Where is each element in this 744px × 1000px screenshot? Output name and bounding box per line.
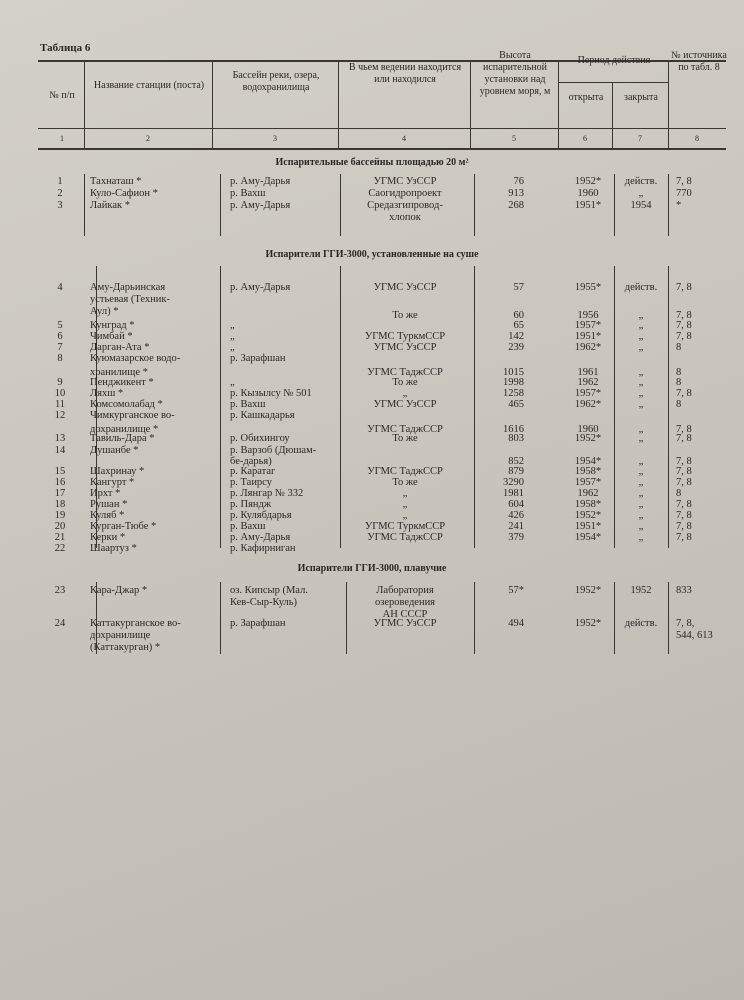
closed-status: „ [638,342,644,353]
owner-name: То же [392,433,418,444]
col-number-2: 2 [146,134,150,143]
closed-status: „ [638,466,644,477]
opened-year: 1958* [574,499,602,510]
closed-status: „ [638,377,644,388]
station-name: Ирхт * [90,488,121,499]
opened-year: 1952* [574,176,602,187]
station-name: Лайкак * [90,200,130,211]
closed-status: „ [638,532,644,543]
source-ref: 8 [676,399,682,410]
height-value: 1015 [503,367,524,378]
station-name: Каттакурганское во- [90,618,181,629]
table-title: Таблица 6 [40,42,91,54]
period-subrule [558,82,668,83]
col-number-7: 7 [638,134,642,143]
owner-name: „ [402,510,408,521]
height-value: 803 [508,433,524,444]
table-row [0,597,744,609]
basin-name: р. Вахш [230,399,266,410]
header-mid-rule [38,128,726,129]
height-value: 1981 [503,488,524,499]
source-ref: 7, 8 [676,532,692,543]
basin-name: р. Лянгар № 332 [230,488,304,499]
closed-status: „ [638,510,644,521]
owner-name: УГМС ТаджССР [367,424,443,435]
col-number-4: 4 [402,134,406,143]
source-ref: 544, 613 [676,630,713,641]
source-ref: 7, 8 [676,388,692,399]
source-ref: 7, 8 [676,310,692,321]
header-closed: закрыта [624,92,658,103]
opened-year: 1962 [577,377,599,388]
station-name: Рушан * [90,499,128,510]
closed-status: „ [638,477,644,488]
source-ref: 8 [676,342,682,353]
station-name: Шахринау * [90,466,145,477]
owner-name: То же [392,310,418,321]
header-period: Период действия [577,55,651,66]
station-name: устьевая (Техник- [90,294,171,305]
station-name: Кунград * [90,320,135,331]
basin-name: р. Аму-Дарья [230,282,291,293]
closed-status: 1952 [630,585,652,596]
row-number: 24 [54,618,66,629]
basin-name: р. Аму-Дарья [230,532,291,543]
owner-name: УГМС ТаджССР [367,532,443,543]
source-ref: 8 [676,377,682,388]
closed-status: „ [638,424,644,435]
source-ref: 7, 8 [676,499,692,510]
header-height: Высота испарительной установки над уровнем моря, м [479,50,551,97]
opened-year: 1952* [574,585,602,596]
row-number: 3 [57,200,63,211]
height-value: 76 [513,176,524,187]
row-number: 8 [57,353,63,364]
opened-year: 1951* [574,331,602,342]
height-value: 57* [508,585,524,596]
closed-status: „ [638,367,644,378]
row-number: 17 [54,488,66,499]
source-ref: 770 [676,188,692,199]
owner-name: АН СССР [382,609,428,620]
station-name: хранилище * [90,367,148,378]
station-name: Комсомолабад * [90,399,163,410]
closed-status: „ [638,331,644,342]
header-owner: В чьем ведении находится или находился [348,62,462,85]
source-ref: 8 [676,488,682,499]
station-name: Курган-Тюбе * [90,521,157,532]
owner-name: озероведения [374,597,436,608]
opened-year: 1956 [577,310,599,321]
height-value: 1616 [503,424,524,435]
owner-name: Средазгипровод- [367,200,443,211]
owner-name: То же [392,477,418,488]
table-row [0,176,744,188]
source-ref: 7, 8, [676,618,695,629]
basin-name: р. Аму-Дарья [230,200,291,211]
source-ref: 7, 8 [676,433,692,444]
owner-name: УГМС ТуркмССР [364,331,446,342]
row-number: 18 [54,499,66,510]
closed-status: „ [638,499,644,510]
closed-status: „ [638,433,644,444]
basin-name: бе-дарья) [230,456,272,467]
source-ref: 7, 8 [676,466,692,477]
closed-status: „ [638,188,644,199]
col-number-5: 5 [512,134,516,143]
source-ref: 833 [676,585,692,596]
opened-year: 1957* [574,388,602,399]
opened-year: 1952* [574,433,602,444]
owner-name: УГМС ТаджССР [367,466,443,477]
height-value: 1258 [503,388,524,399]
section-title: Испарители ГГИ-3000, плавучие [297,563,447,574]
source-ref: 7, 8 [676,456,692,467]
row-number: 14 [54,445,66,456]
header-station: Название станции (поста) [93,80,205,91]
row-number: 19 [54,510,66,521]
source-ref: 7, 8 [676,331,692,342]
owner-name: УГМС ТуркмССР [364,521,446,532]
station-name: дохранилище * [90,424,159,435]
owner-name: УГМС ТаджССР [367,367,443,378]
basin-name: р. Таирсу [230,477,272,488]
basin-name: р. Кулябдарья [230,510,292,521]
height-value: 3290 [503,477,524,488]
source-ref: 7, 8 [676,477,692,488]
height-value: 852 [508,456,524,467]
closed-status: „ [638,399,644,410]
table-row [0,188,744,200]
owner-name: То же [392,377,418,388]
station-name: Ляхш * [90,388,124,399]
station-name: Керки * [90,532,126,543]
station-name: дохранилище [90,630,151,641]
opened-year: 1962* [574,399,602,410]
station-name: Кангурт * [90,477,135,488]
opened-year: 1955* [574,282,602,293]
row-number: 21 [54,532,66,543]
basin-name: р. Зарафшан [230,353,286,364]
station-name: Душанбе * [90,445,139,456]
opened-year: 1962 [577,488,599,499]
basin-name: р. Пяндж [230,499,272,510]
basin-name: р. Вахш [230,521,266,532]
col-number-3: 3 [273,134,277,143]
height-value: 1998 [503,377,524,388]
table-row [0,200,744,212]
height-value: 913 [508,188,524,199]
opened-year: 1954* [574,456,602,467]
table-row [0,353,744,365]
station-name: Пенджикент * [90,377,154,388]
closed-status: действ. [624,618,658,629]
station-name: Шаартуз * [90,543,137,554]
opened-year: 1961 [577,367,599,378]
basin-name: р. Обихингоу [230,433,290,444]
basin-name: „ [230,331,235,342]
basin-name: Кев-Сыр-Куль) [230,597,298,608]
row-number: 13 [54,433,66,444]
row-number: 20 [54,521,66,532]
basin-name: р. Аму-Дарья [230,176,291,187]
height-value: 239 [508,342,524,353]
closed-status: „ [638,488,644,499]
station-name: (Каттакурган) * [90,642,161,653]
col-number-6: 6 [583,134,587,143]
row-number: 2 [57,188,63,199]
height-value: 604 [508,499,524,510]
opened-year: 1958* [574,466,602,477]
header-source: № источника по табл. 8 [671,50,727,73]
height-value: 60 [513,310,524,321]
row-number: 10 [54,388,66,399]
section-title: Испарительные бассейны площадью 20 м² [275,157,469,168]
table-row [0,630,744,642]
closed-status: „ [638,456,644,467]
height-value: 426 [508,510,524,521]
basin-name: р. Кашкадарья [230,410,295,421]
closed-status: действ. [624,176,658,187]
opened-year: 1957* [574,477,602,488]
row-number: 4 [57,282,63,293]
owner-name: Саогидропроект [368,188,442,199]
source-ref: * [676,200,682,211]
opened-year: 1952* [574,510,602,521]
section-title: Испарители ГГИ-3000, установленные на суше [265,249,479,260]
row-number: 11 [54,399,66,410]
owner-name: УГМС УзССР [373,399,437,410]
table-row [0,543,744,555]
owner-name: УГМС УзССР [373,282,437,293]
header-number: № п/п [49,90,75,101]
closed-status: „ [638,320,644,331]
row-number: 7 [57,342,63,353]
table-row [0,282,744,294]
height-value: 268 [508,200,524,211]
opened-year: 1954* [574,532,602,543]
closed-status: действ. [624,282,658,293]
row-number: 15 [54,466,66,477]
row-number: 22 [54,543,66,554]
row-number: 6 [57,331,63,342]
source-ref: 7, 8 [676,510,692,521]
col-number-8: 8 [695,134,699,143]
owner-name: УГМС УзССР [373,342,437,353]
table-row [0,585,744,597]
row-number: 16 [54,477,66,488]
height-value: 494 [508,618,524,629]
header-basin: Бассейн реки, озера, водохранилища [232,70,320,93]
row-number: 12 [54,410,66,421]
table-row [0,433,744,445]
table-row [0,294,744,306]
station-name: Аул) * [90,306,119,317]
station-name: Кара-Джар * [90,585,148,596]
source-ref: 7, 8 [676,176,692,187]
table-row [0,212,744,224]
source-ref: 7, 8 [676,424,692,435]
opened-year: 1962* [574,342,602,353]
station-name: Куляб * [90,510,125,521]
height-value: 879 [508,466,524,477]
owner-name: УГМС УзССР [373,176,437,187]
table-row [0,618,744,630]
station-name: Чимкурганское во- [90,410,175,421]
opened-year: 1957* [574,320,602,331]
opened-year: 1960 [577,424,599,435]
opened-year: 1951* [574,200,602,211]
owner-name: „ [402,499,408,510]
closed-status: 1954 [630,200,652,211]
basin-name: р. Кызылсу № 501 [230,388,312,399]
height-value: 65 [513,320,524,331]
opened-year: 1960 [577,188,599,199]
source-ref: 7, 8 [676,320,692,331]
basin-name: р. Зарафшан [230,618,286,629]
owner-name: УГМС УзССР [373,618,437,629]
table-row [0,410,744,422]
station-name: Тавиль-Дара * [90,433,155,444]
station-name: Чимбай * [90,331,133,342]
height-value: 379 [508,532,524,543]
opened-year: 1952* [574,618,602,629]
basin-name: „ [230,377,235,388]
station-name: Куюмазарское водо- [90,353,181,364]
owner-name: хлопок [389,212,421,223]
height-value: 465 [508,399,524,410]
row-number: 9 [57,377,63,388]
row-number: 1 [57,176,63,187]
closed-status: „ [638,310,644,321]
station-name: Куло-Сафион * [90,188,158,199]
opened-year: 1951* [574,521,602,532]
col-number-1: 1 [60,134,64,143]
header-bottom-rule [38,148,726,150]
station-name: Дарган-Ата * [90,342,150,353]
basin-name: р. Варзоб (Дюшам- [230,445,317,456]
basin-name: р. Каратаг [230,466,276,477]
station-name: Аму-Дарьинская [90,282,166,293]
basin-name: „ [230,342,235,353]
source-ref: 7, 8 [676,282,692,293]
height-value: 57 [513,282,524,293]
station-name: Тахнаташ * [90,176,142,187]
owner-name: „ [402,388,408,399]
source-ref: 7, 8 [676,521,692,532]
closed-status: „ [638,388,644,399]
basin-name: р. Кафирниган [230,543,296,554]
table-row [0,642,744,654]
row-number: 23 [54,585,66,596]
height-value: 241 [508,521,524,532]
basin-name: р. Вахш [230,188,266,199]
basin-name: оз. Кипсыр (Мал. [230,585,308,596]
source-ref: 8 [676,367,682,378]
closed-status: „ [638,521,644,532]
row-number: 5 [57,320,63,331]
owner-name: „ [402,488,408,499]
basin-name: „ [230,320,235,331]
owner-name: Лаборатория [376,585,434,596]
header-opened: открыта [568,92,604,103]
height-value: 142 [508,331,524,342]
